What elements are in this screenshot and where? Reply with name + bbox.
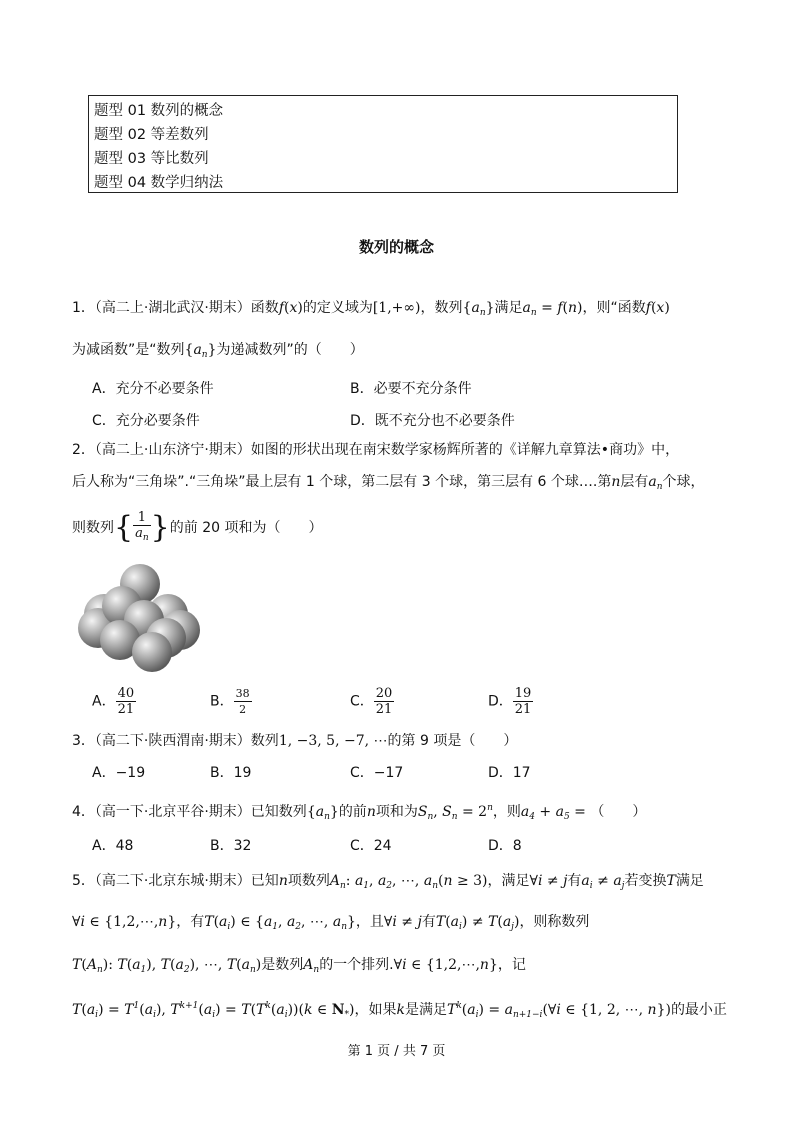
question-2-option-c: C． $\frac{20}{21}$ xyxy=(350,686,393,717)
question-4-option-b: B．32 xyxy=(210,838,252,854)
question-3-option-a: A．−19 xyxy=(92,765,146,781)
topic-item: 题型 04 数学归纳法 xyxy=(94,175,224,191)
question-4-option-a: A．48 xyxy=(92,838,134,854)
question-5-line-3: $T(A_n)$: $T(a_1)$, $T(a_2)$, ⋯, $T(a_n)$是数列$A_n$的一个排列.∀i ∈ {1,2,⋯,n}，记 xyxy=(72,957,526,975)
question-2-line-2: 后人称为“三角垛”.“三角垛”最上层有 1 个球，第二层有 3 个球，第三层有 6 个球….第n层有$a_n$个球， xyxy=(72,474,705,492)
question-5-line-2: ∀i ∈ {1,2,⋯,n}，有$T(a_i)$ ∈ {$a_1$, $a_2$, ⋯, $a_n$}，且∀i ≠ j有$T(a_i) \ne T(a_j)$，则称数列 xyxy=(72,914,590,932)
question-3-line-1: 3．（高二下·陕西渭南·期末）数列1, −3, 5, −7, ⋯的第 9 项是（ ） xyxy=(72,733,518,749)
question-1-option-a: A．充分不必要条件 xyxy=(92,381,214,397)
question-1-option-b: B．必要不充分条件 xyxy=(350,381,472,397)
question-1-line-1: 1．（高二上·湖北武汉·期末）函数f(x)的定义域为[1,+∞)，数列$\{a_n\}$满足$a_n = f(n)$，则“函数f(x) xyxy=(72,300,670,318)
question-2-option-b: B． $\frac{38}{2}$ xyxy=(210,687,250,716)
question-3-option-d: D．17 xyxy=(488,765,531,781)
question-1-option-c: C．充分必要条件 xyxy=(92,413,200,429)
triangular-ball-stack-image xyxy=(76,562,206,674)
question-3-option-b: B．19 xyxy=(210,765,252,781)
question-1-option-d: D．既不充分也不必要条件 xyxy=(350,413,515,429)
page-footer: 第 1 页 / 共 7 页 xyxy=(347,1044,446,1059)
section-title: 数列的概念 xyxy=(358,238,434,256)
topic-item: 题型 02 等差数列 xyxy=(94,127,209,143)
question-4-line-1: 4．（高一下·北京平谷·期末）已知数列$\{a_n\}$的前n项和为$S_n$, $S_n = 2^n$，则$a_4 + a_5$ = （ ） xyxy=(72,803,647,822)
question-1-line-2: 为减函数”是“数列$\{a_n\}$为递减数列”的（ ） xyxy=(72,342,364,360)
topic-item: 题型 01 数列的概念 xyxy=(94,103,224,119)
question-2-line-1: 2．（高二上·山东济宁·期末）如图的形状出现在南宋数学家杨辉所著的《详解九章算法•商功》中， xyxy=(72,442,680,458)
question-5-line-1: 5．（高二下·北京东城·期末）已知n项数列$A_n$: $a_1$, $a_2$, ⋯, $a_n(n \ge 3)$，满足∀i ≠ j有$a_i \ne a_j$若变换T满足 xyxy=(72,873,704,891)
question-4-option-c: C．24 xyxy=(350,838,392,854)
question-4-option-d: D．8 xyxy=(488,838,522,854)
question-2-option-d: D． $\frac{19}{21}$ xyxy=(488,686,532,717)
topic-item: 题型 03 等比数列 xyxy=(94,151,209,167)
question-3-option-c: C．−17 xyxy=(350,765,404,781)
topic-list-box xyxy=(88,95,678,193)
question-2-option-a: A． $\frac{40}{21}$ xyxy=(92,686,135,717)
question-2-line-3: 则数列{ $\frac{1}{a_n}$ }的前 20 项和为（ ） xyxy=(72,510,323,545)
question-5-line-4: $T(a_i) = T^1(a_i)$, $T^{k+1}(a_i) = T(T^k(a_i))(k$ ∈ $N_*$)，如果k是满足$T^k(a_i)$ = $a_{n+1-i}(\forall i$ ∈ {1, 2, ⋯, n})的最小正 xyxy=(72,1001,727,1020)
